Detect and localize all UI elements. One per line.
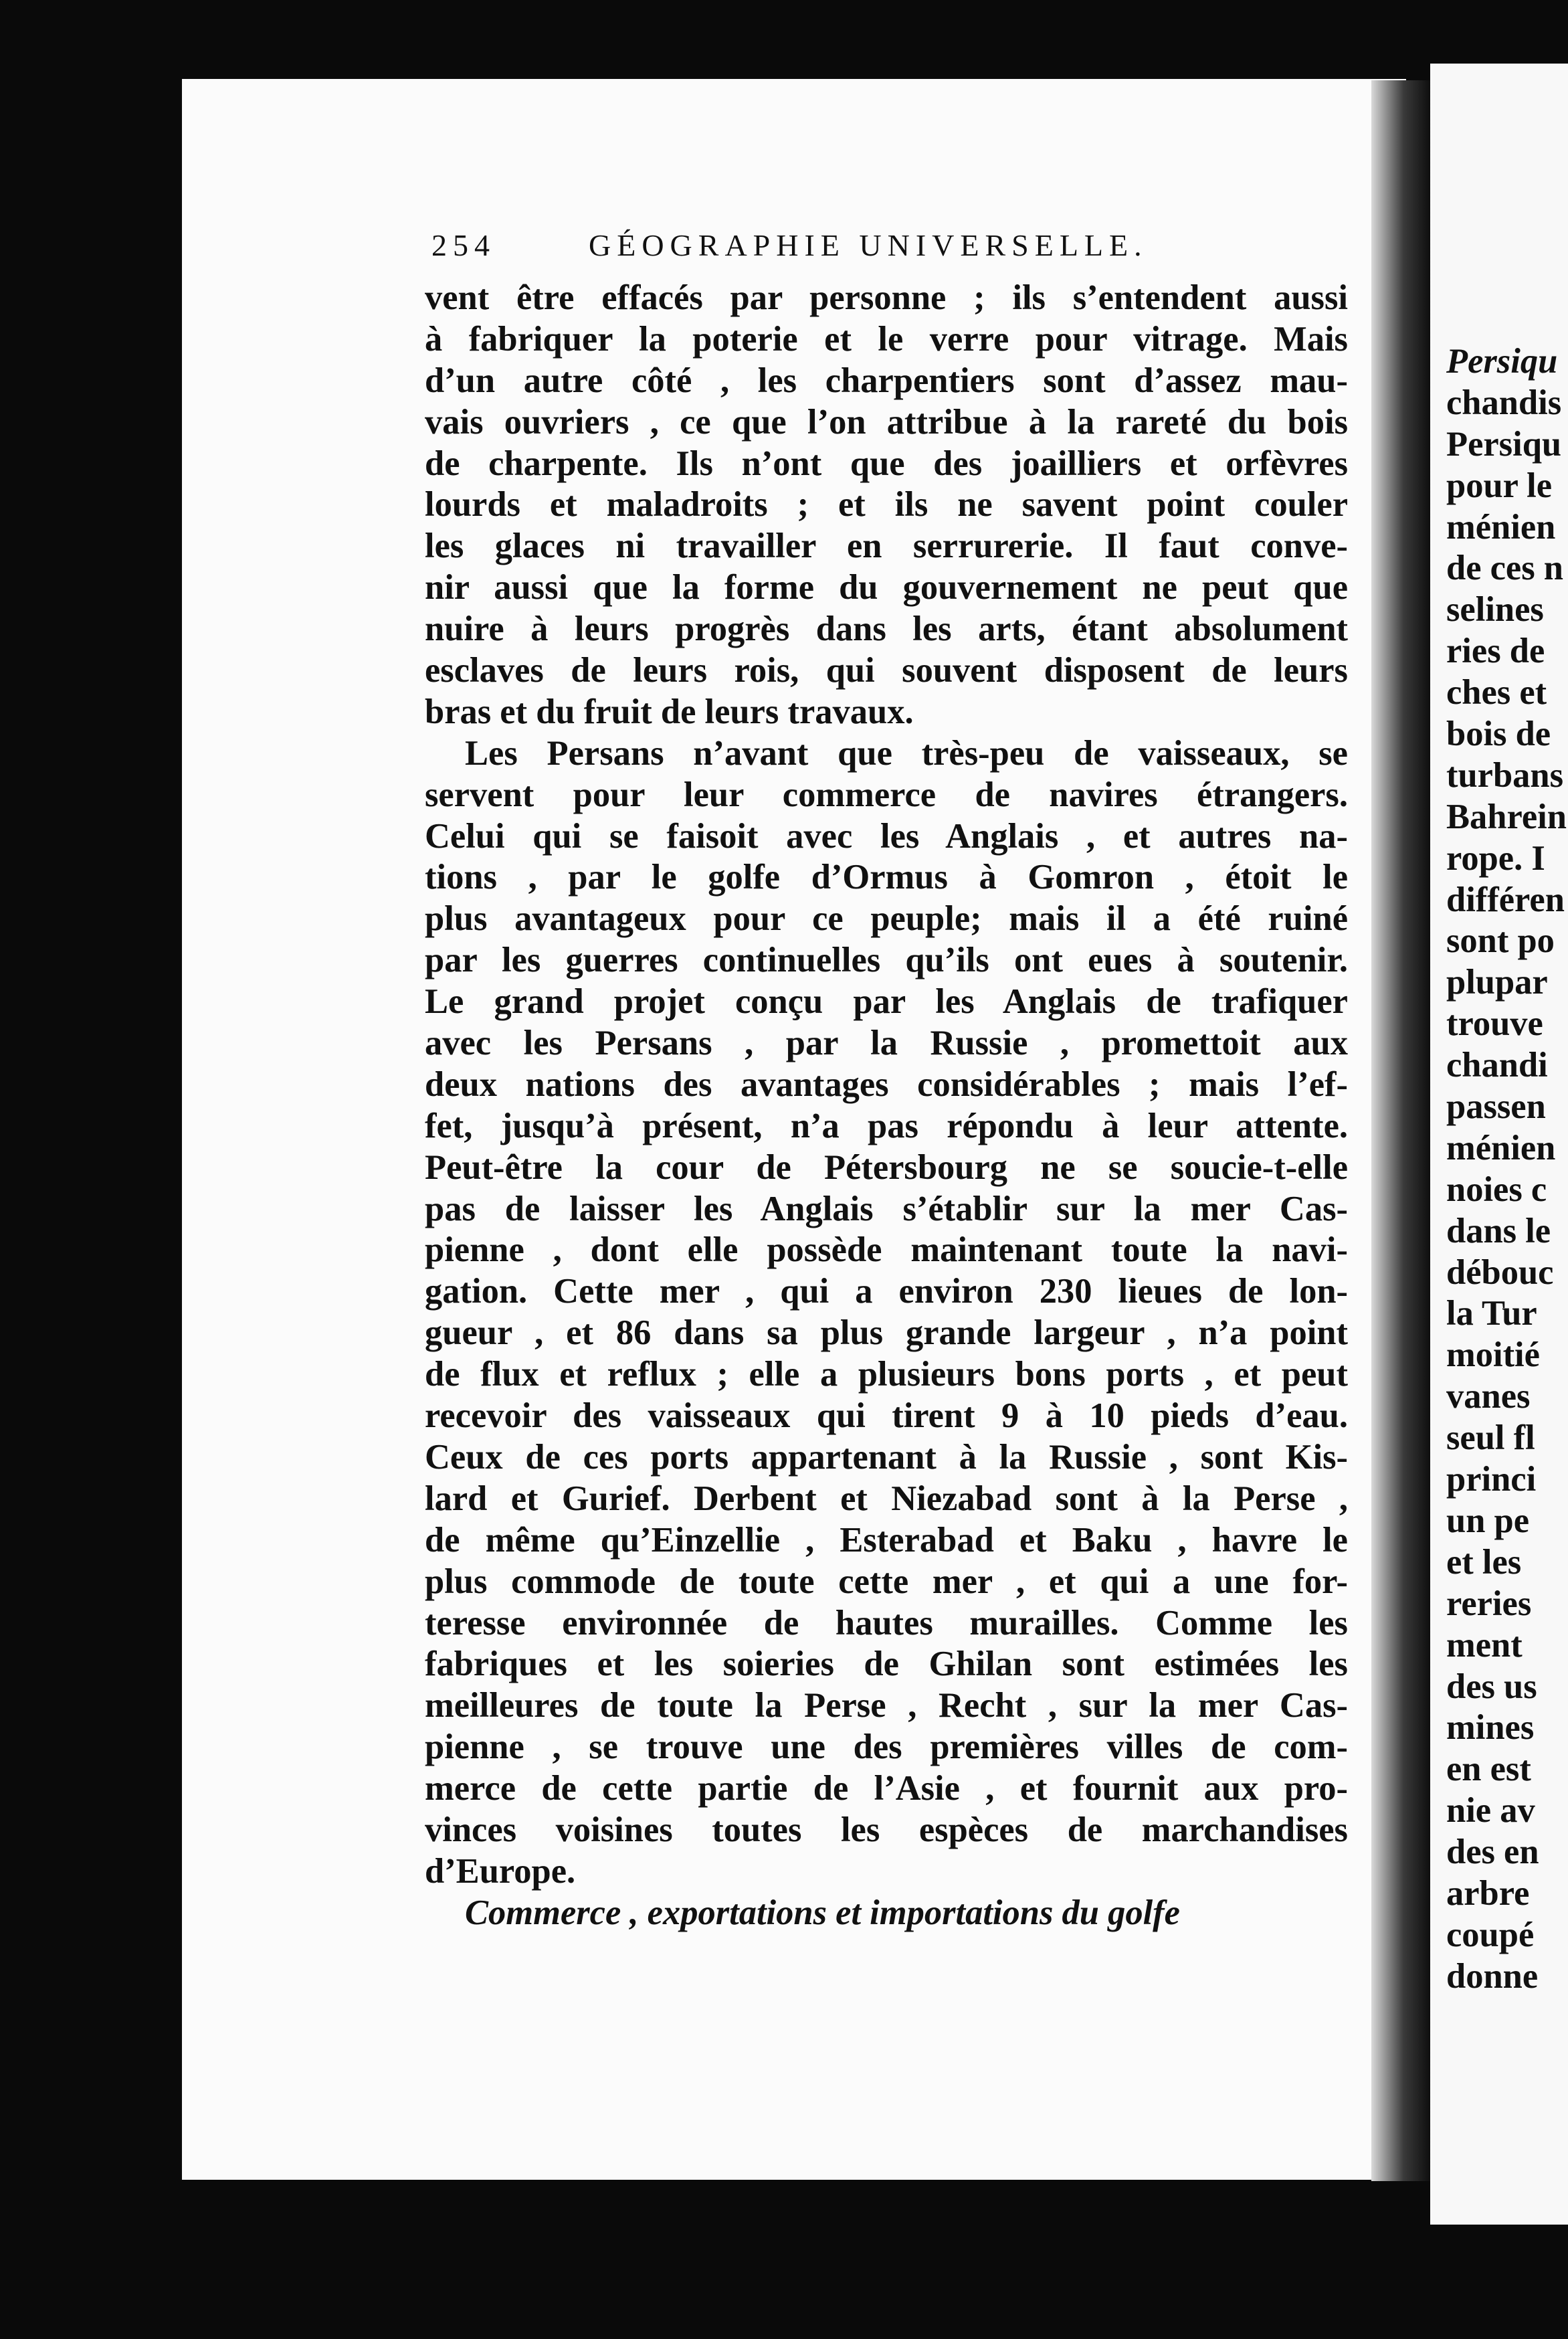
fragment-line: reries (1446, 1584, 1532, 1623)
text-line: bras et du fruit de leurs travaux. (425, 692, 914, 731)
text-line: les glaces ni travailler en serrurerie. Il faut conve- (425, 527, 1348, 566)
fragment-line: rope. I (1446, 838, 1545, 878)
text-line: Celui qui se faisoit avec les Anglais , et autres na- (425, 816, 1348, 856)
text-line: plus commode de toute cette mer , et qui a une for- (425, 1562, 1348, 1601)
fragment-line: trouve (1446, 1004, 1543, 1044)
fragment-line: plupar (1446, 963, 1548, 1002)
fragment-line: de ces n (1446, 549, 1563, 588)
text-line: gation. Cette mer , qui a environ 230 lieues de lon- (425, 1272, 1348, 1311)
fragment-line: en est (1446, 1750, 1531, 1789)
fragment-line: dans le (1446, 1211, 1551, 1250)
text-line: recevoir des vaisseaux qui tirent 9 à 10 pieds d’eau. (425, 1396, 1348, 1436)
text-line: à fabriquer la poterie et le verre pour vitrage. Mais (425, 319, 1348, 359)
page-header (431, 227, 1351, 281)
text-line: nir aussi que la forme du gouvernement ne peut que (425, 568, 1348, 607)
text-line: esclaves de leurs rois, qui souvent disposent de leurs (425, 651, 1348, 690)
text-line: avec les Persans , par la Russie , promettoit aux (425, 1024, 1348, 1063)
fragment-line: Persiqu (1446, 424, 1562, 464)
fragment-line: princi (1446, 1460, 1537, 1499)
text-line: vinces voisines toutes les espèces de marchandises (425, 1810, 1348, 1849)
text-line: lourds et maladroits ; et ils ne savent point couler (425, 485, 1348, 525)
fragment-line: arbre (1446, 1873, 1530, 1913)
fragment-line: Bahrein (1446, 797, 1567, 836)
fragment-line: coupé (1446, 1915, 1535, 1954)
text-line: fet, jusqu’à présent, n’a pas répondu à leur attente. (425, 1106, 1348, 1145)
right-page-text (1430, 341, 1568, 1998)
text-line: Ceux de ces ports appartenant à la Russie , sont Kis- (425, 1437, 1348, 1477)
fragment-line: chandi (1446, 1046, 1548, 1085)
text-line: Les Persans n’avant que très-peu de vaisseaux, se (465, 733, 1348, 773)
body-text (425, 278, 1348, 1934)
text-line: vent être effacés par personne ; ils s’entendent aussi (425, 278, 1348, 317)
fragment-line: bois de (1446, 715, 1551, 754)
text-line: de même qu’Einzellie , Esterabad et Baku , havre le (425, 1520, 1348, 1560)
text-line: meilleures de toute la Perse , Recht , sur la mer Cas- (425, 1686, 1348, 1725)
fragment-line: ches et (1446, 673, 1547, 713)
fragment-line: selines (1446, 590, 1544, 630)
fragment-line: vanes (1446, 1377, 1531, 1416)
fragment-line: seul fl (1446, 1418, 1535, 1458)
text-line: deux nations des avantages considérables ; mais l’ef- (425, 1064, 1348, 1104)
text-line: d’Europe. (425, 1851, 576, 1891)
text-line: teresse environnée de hautes murailles. Comme les (425, 1603, 1348, 1643)
fragment-line: Persiqu (1446, 342, 1558, 381)
fragment-line: ménien (1446, 1128, 1556, 1167)
text-line: vais ouvriers , ce que l’on attribue à la rareté du bois (425, 402, 1348, 442)
fragment-line: et les (1446, 1542, 1522, 1582)
fragment-line: débouc (1446, 1252, 1554, 1292)
fragment-line: ménien (1446, 507, 1556, 547)
text-line: de flux et reflux ; elle a plusieurs bons ports , et peut (425, 1355, 1348, 1394)
fragment-line: des us (1446, 1667, 1537, 1706)
fragment-line: ries de (1446, 632, 1545, 671)
fragment-line: donne (1446, 1956, 1539, 1996)
fragment-line: mines (1446, 1708, 1535, 1748)
text-line: pas de laisser les Anglais s’établir sur la mer Cas- (425, 1189, 1348, 1228)
running-title: GÉOGRAPHIE UNIVERSELLE. (589, 228, 1148, 262)
text-line: fabriques et les soieries de Ghilan sont estimées les (425, 1645, 1348, 1684)
text-line: pienne , se trouve une des premières villes de com- (425, 1727, 1348, 1767)
text-line: d’un autre côté , les charpentiers sont d’assez mau- (425, 361, 1348, 400)
fragment-line: sont po (1446, 921, 1555, 961)
book-gutter (1371, 80, 1430, 2181)
fragment-line: pour le (1446, 466, 1553, 505)
text-line: lard et Gurief. Derbent et Niezabad sont à la Perse , (425, 1479, 1348, 1518)
fragment-line: des en (1446, 1833, 1539, 1872)
text-line: pienne , dont elle possède maintenant toute la navi- (425, 1230, 1348, 1270)
text-line: tions , par le golfe d’Ormus à Gomron , étoit le (425, 858, 1348, 897)
text-line: merce de cette partie de l’Asie , et fournit aux pro- (425, 1769, 1348, 1808)
fragment-line: chandis (1446, 383, 1562, 422)
fragment-line: noies c (1446, 1170, 1547, 1209)
fragment-line: différen (1446, 880, 1565, 919)
text-line: Commerce , exportations et importations du golfe (465, 1893, 1180, 1932)
fragment-line: la Tur (1446, 1294, 1537, 1333)
text-line: gueur , et 86 dans sa plus grande largeur , n’a point (425, 1313, 1348, 1353)
text-line: servent pour leur commerce de navires étrangers. (425, 775, 1348, 814)
text-line: Le grand projet conçu par les Anglais de trafiquer (425, 982, 1348, 1022)
text-line: plus avantageux pour ce peuple; mais il a été ruiné (425, 899, 1348, 939)
page-number: 254 (431, 228, 496, 262)
text-line: Peut-être la cour de Pétersbourg ne se soucie-t-elle (425, 1147, 1348, 1187)
right-page (1430, 64, 1568, 2225)
text-line: nuire à leurs progrès dans les arts, étant absolument (425, 610, 1348, 649)
fragment-line: ment (1446, 1625, 1523, 1665)
text-line: par les guerres continuelles qu’ils ont eues à soutenir. (425, 941, 1348, 980)
text-line: de charpente. Ils n’ont que des joailliers et orfèvres (425, 444, 1348, 483)
fragment-line: passen (1446, 1087, 1546, 1127)
fragment-line: nie av (1446, 1791, 1535, 1831)
fragment-line: moitié (1446, 1335, 1540, 1375)
fragment-line: un pe (1446, 1501, 1530, 1540)
fragment-line: turbans (1446, 755, 1564, 795)
